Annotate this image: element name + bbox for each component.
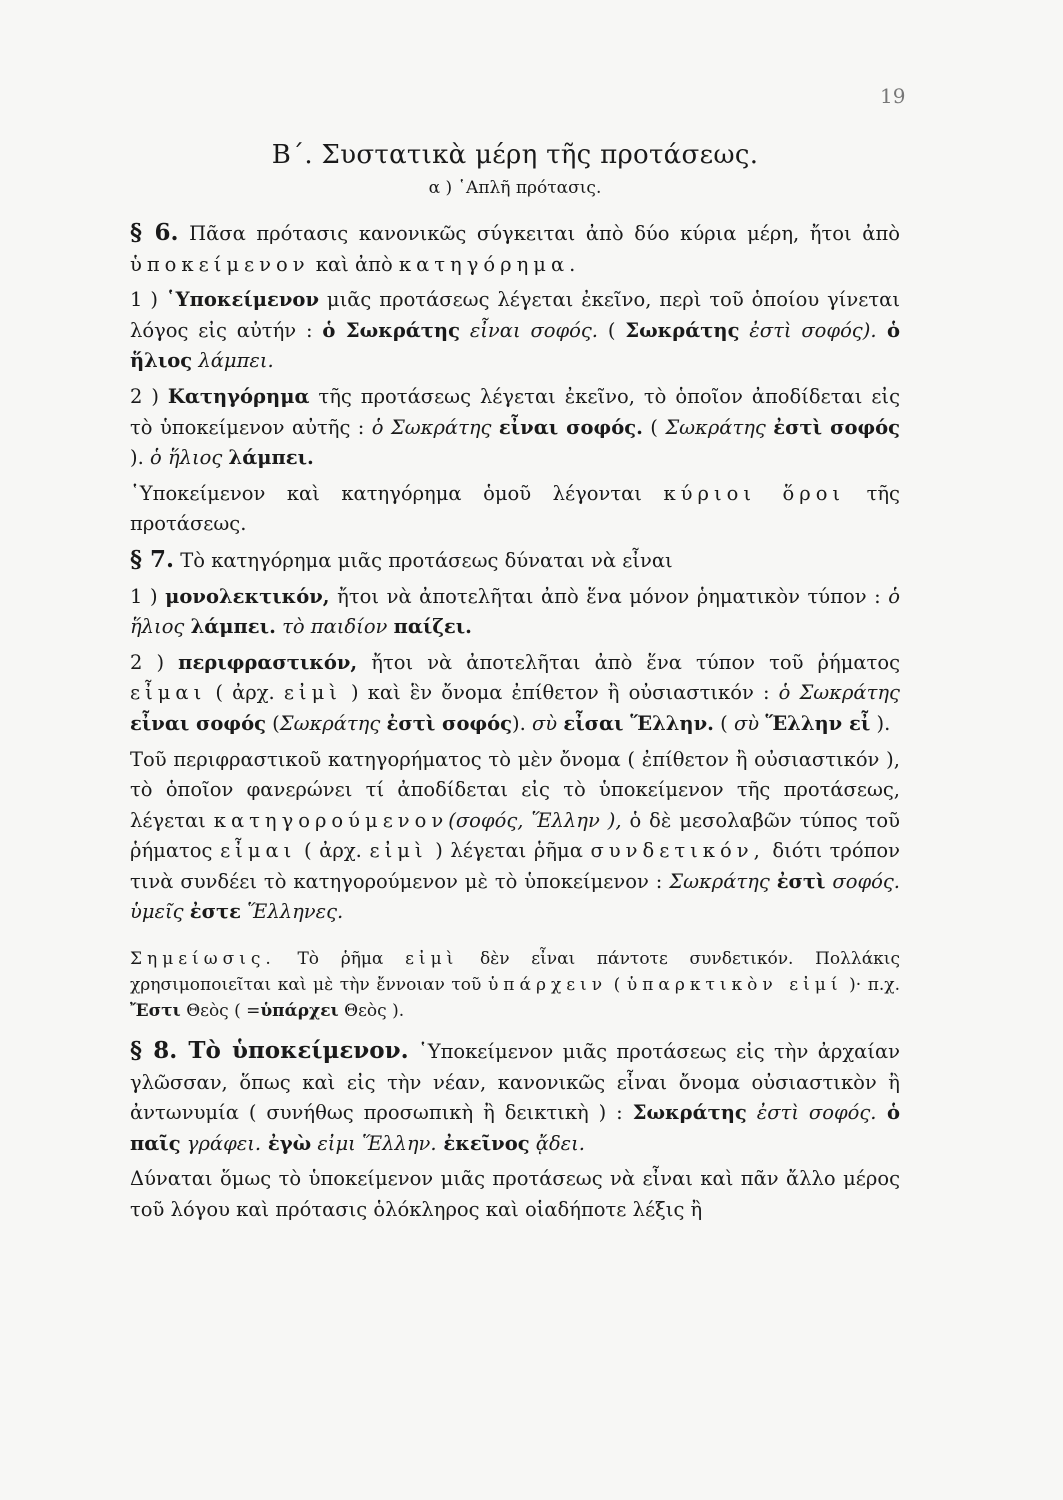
text: ( <box>713 711 734 735</box>
spaced-term: εἰμὶ <box>405 949 459 970</box>
text: ( <box>642 415 666 439</box>
spaced-term: κύριοι ὅροι <box>663 481 846 505</box>
section-mark: § 7. <box>130 545 175 573</box>
text: ) λέγεται ῥῆμα <box>427 839 591 863</box>
paragraph-predicate-def <box>130 382 900 474</box>
italic-text: σὺ <box>733 711 766 735</box>
bold-term: παίζει. <box>393 615 472 639</box>
italic-text: εἰμι Ἕλλην. <box>311 1131 437 1155</box>
bold-term: Ἕλλην εἶ <box>765 711 871 735</box>
subsection-heading: α ) ῾Απλῆ πρότασις. <box>428 178 602 198</box>
paragraph-main-terms <box>130 479 900 540</box>
text: διότι τρόπον τινὰ συνδέει τὸ κατηγορούμενον μὲ τὸ ὑποκείμενον : <box>130 839 901 893</box>
spaced-term: ὑπάρχειν <box>487 975 608 996</box>
spaced-term: κατηγορούμενον <box>213 808 449 832</box>
list-number: 2 ) <box>130 650 179 674</box>
bold-term: Ἔστι <box>130 1001 181 1022</box>
italic-text: (σοφός, Ἕλλην ), <box>448 808 622 832</box>
spaced-term: εἶμαι <box>220 839 297 863</box>
bold-term: ἐγὼ <box>261 1131 312 1155</box>
bold-term: ὑπάρχει <box>260 1001 339 1022</box>
spaced-term: εἶμαι <box>130 681 207 705</box>
paragraph-periphrastic <box>130 648 900 740</box>
text: ( <box>598 318 626 342</box>
bold-term: περιφραστικόν, <box>178 650 358 674</box>
italic-text: εἶναι σοφός. <box>459 318 599 342</box>
text: ). <box>130 446 151 470</box>
italic-text: σὺ <box>531 711 564 735</box>
italic-text: λάμπει. <box>192 349 274 373</box>
text: μιᾶς προτάσεως λέγεται ἐκεῖνο, περὶ τοῦ ὁποίου γίνεται λόγος εἰς αὐτήν : <box>130 288 900 342</box>
italic-text: ἐστὶ σοφός). <box>739 318 877 342</box>
text: ( <box>607 975 627 996</box>
bold-term: ὁ Σωκράτης <box>322 318 460 342</box>
bold-term: ἐστὶ σοφός <box>386 711 512 735</box>
list-number: 1 ) <box>130 288 166 312</box>
italic-text: ὁ Σωκράτης <box>778 681 900 705</box>
text: ὁ δὲ μεσολαβῶν τύπος τοῦ ῥήματος <box>130 808 900 863</box>
italic-text: σοφός. ὑμεῖς <box>130 869 900 924</box>
bold-term: εἶσαι Ἕλλην. <box>563 711 714 735</box>
section-mark: § 8. Τὸ ὑποκείμενον. <box>130 1037 409 1065</box>
paragraph-subject-def <box>130 285 900 377</box>
text: τῆς προτάσεως λέγεται ἐκεῖνο, τὸ ὁποῖον ἀποδίδεται εἰς τὸ ὑποκείμενον αὐτῆς : <box>130 384 900 439</box>
text: ἤτοι νὰ ἀποτελῆται ἀπὸ ἕνα τύπον τοῦ ῥήματος <box>357 650 900 674</box>
text: . <box>569 252 576 276</box>
list-number: 1 ) <box>130 584 166 608</box>
spaced-term: ὑπαρκτικὸν εἰμί <box>626 975 843 996</box>
text: ῾Υποκείμενον καὶ κατηγόρημα ὁμοῦ λέγονται <box>130 481 664 505</box>
text: )· π.χ. <box>842 975 900 996</box>
bold-term: ὁ ἥλιος <box>130 318 900 373</box>
italic-text: ὁ ἥλιος <box>150 446 229 470</box>
page-body <box>130 140 900 1231</box>
bold-term: εἶναι σοφός. <box>498 415 643 439</box>
text: Τοῦ περιφραστικοῦ κατηγορήματος τὸ μὲν ὄνομα ( ἐπίθετον ἢ οὐσιαστικόν ), τὸ ὁποῖον φανερώνει τί ἀποδίδεται εἰς τὸ ὑποκείμενον τῆς προτάσεως, λέγεται <box>130 747 900 832</box>
text: ). <box>870 711 891 735</box>
italic-text: ἐστὶ σοφός. <box>746 1101 877 1125</box>
text: ( <box>265 711 280 735</box>
bold-term: ὁ παῖς <box>130 1101 901 1155</box>
text: ἤτοι νὰ ἀποτελῆται ἀπὸ ἕνα μόνον ῥηματικὸν τύπον : <box>329 584 889 608</box>
page-number: 19 <box>880 84 906 108</box>
spaced-term: κατηγόρημα <box>398 252 570 276</box>
text: καὶ ἀπὸ <box>309 252 399 276</box>
italic-text: Σωκράτης <box>669 869 777 893</box>
spaced-term: συνδετικόν, <box>590 839 765 863</box>
text: τῆς προτάσεως. <box>130 481 900 536</box>
text: Τὸ κατηγόρημα μιᾶς προτάσεως δύναται νὰ εἶναι <box>174 548 673 572</box>
paragraph-single-word <box>130 582 900 643</box>
list-number: 2 ) <box>130 384 168 408</box>
bold-term: ἐκεῖνος <box>436 1131 530 1155</box>
text: ( ἀρχ. <box>206 681 284 705</box>
spaced-term: ὑποκείμενον <box>130 252 310 276</box>
note-paragraph <box>130 946 900 1024</box>
italic-text: Ἕλληνες. <box>240 900 344 924</box>
italic-text: γράφει. <box>180 1131 262 1155</box>
text: ῾Υποκείμενον μιᾶς προτάσεως εἰς τὴν ἀρχαίαν γλῶσσαν, ὅπως καὶ εἰς τὴν νέαν, κανονικῶς εἶναι ὄνομα οὐσιαστικὸν ἢ ἀντωνυμία ( συνήθως προσωπικὴ ἢ δεικτικὴ ) : <box>130 1040 900 1125</box>
italic-text: Σωκράτης <box>279 711 387 735</box>
text: ). <box>511 711 532 735</box>
bold-term: ἐστὶ σοφός <box>773 415 900 439</box>
section-mark: § 6. <box>130 219 179 246</box>
bold-term: ἐστε <box>189 900 241 924</box>
italic-text: τὸ παιδίον <box>275 615 394 639</box>
paragraph-8 <box>130 1036 900 1159</box>
paragraph-copula <box>130 745 900 929</box>
bold-term: ἐστὶ <box>776 869 826 893</box>
text: ) καὶ ἓν ὄνομα ἐπίθετον ἢ οὐσιαστικόν : <box>341 681 779 705</box>
text: Θεὸς ( = <box>180 1001 261 1022</box>
paragraph-7 <box>130 545 900 577</box>
bold-term: μονολεκτικόν, <box>165 584 330 608</box>
bold-term: λάμπει. <box>228 446 314 470</box>
bold-term: εἶναι σοφός <box>130 711 266 735</box>
text: Δύναται ὅμως τὸ ὑποκείμενον μιᾶς προτάσεως νὰ εἶναι καὶ πᾶν ἄλλο μέρος τοῦ λόγου καὶ πρότασις ὁλόκληρος καὶ οἱαδήποτε λέξις ἢ <box>130 1167 900 1222</box>
italic-text: ὁ ἥλιος <box>130 584 900 639</box>
section-heading: Β΄. Συστατικὰ μέρη τῆς προτάσεως. <box>271 140 759 170</box>
spaced-term: εἰμὶ <box>369 839 428 863</box>
text: ( ἀρχ. <box>296 839 370 863</box>
bold-term: λάμπει. <box>190 615 276 639</box>
text: Πᾶσα πρότασις κανονικῶς σύγκειται ἀπὸ δύο κύρια μέρη, ἤτοι ἀπὸ <box>178 222 901 245</box>
text: δὲν εἶναι πάντοτε συνδετικόν. Πολλάκις χρησιμοποιεῖται καὶ μὲ τὴν ἔννοιαν τοῦ <box>130 949 900 996</box>
bold-term: Σωκράτης <box>632 1101 747 1125</box>
text: Θεὸς ). <box>338 1001 405 1022</box>
spaced-term: εἰμὶ <box>283 681 342 705</box>
paragraph-6 <box>130 218 900 280</box>
paragraph-other-subjects <box>130 1164 900 1225</box>
bold-term: ῾Υποκείμενον <box>165 288 319 312</box>
italic-text: Σωκράτης <box>665 415 774 439</box>
bold-term: Κατηγόρημα <box>167 384 310 408</box>
text: Τὸ ῥῆμα <box>275 949 406 970</box>
bold-term: Σωκράτης <box>625 318 740 342</box>
italic-text: ᾄδει. <box>529 1131 585 1155</box>
spaced-term: Σημείωσις. <box>130 949 276 970</box>
italic-text: ὁ Σωκράτης <box>371 415 499 439</box>
